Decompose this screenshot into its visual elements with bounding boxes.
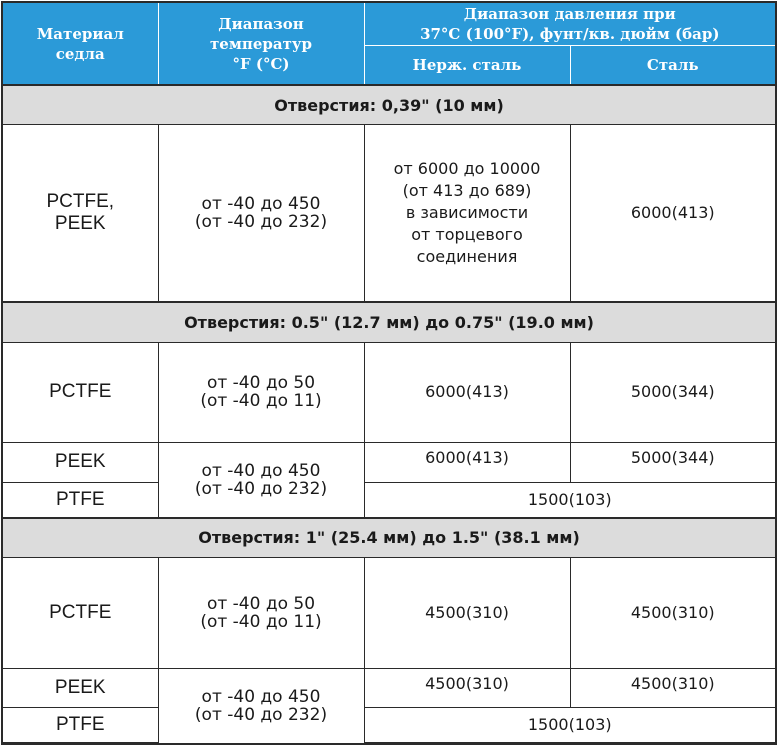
- material-cell: PTFE: [2, 708, 158, 744]
- section-title: Отверстия: 0,39" (10 мм): [2, 85, 776, 125]
- combined-pressure-cell: 1500(103): [364, 482, 776, 518]
- steel-pressure-cell: 5000(344): [570, 442, 776, 482]
- material-cell: PEEK: [2, 442, 158, 482]
- stainless-pressure-cell: 6000(413): [364, 442, 570, 482]
- material-cell: PCTFE: [2, 342, 158, 442]
- material-cell: PTFE: [2, 482, 158, 518]
- header-pressure: Диапазон давления при 37°C (100°F), фунт/кв. дюйм (бар): [364, 2, 776, 45]
- temperature-cell: от -40 до 450 (от -40 до 232): [158, 125, 364, 303]
- material-cell: PCTFE: [2, 557, 158, 668]
- steel-pressure-cell: 5000(344): [570, 342, 776, 442]
- temperature-cell: от -40 до 450 (от -40 до 232): [158, 668, 364, 743]
- steel-pressure-cell: 6000(413): [570, 125, 776, 303]
- temperature-cell: от -40 до 50 (от -40 до 11): [158, 557, 364, 668]
- section-title: Отверстия: 0.5" (12.7 мм) до 0.75" (19.0 мм): [2, 302, 776, 342]
- temperature-cell: от -40 до 50 (от -40 до 11): [158, 342, 364, 442]
- material-cell: PEEK: [2, 668, 158, 708]
- section-title: Отверстия: 1" (25.4 мм) до 1.5" (38.1 мм): [2, 518, 776, 558]
- steel-pressure-cell: 4500(310): [570, 668, 776, 708]
- header-temperature: Диапазон температур °F (°C): [158, 2, 364, 85]
- steel-pressure-cell: 4500(310): [570, 557, 776, 668]
- stainless-pressure-cell: 4500(310): [364, 557, 570, 668]
- header-material: Материал седла: [2, 2, 158, 85]
- combined-pressure-cell: 1500(103): [364, 708, 776, 744]
- temperature-cell: от -40 до 450 (от -40 до 232): [158, 442, 364, 517]
- header-stainless-steel: Нерж. сталь: [364, 45, 570, 85]
- stainless-pressure-cell: от 6000 до 10000 (от 413 до 689) в зависимости от торцевого соединения: [364, 125, 570, 303]
- header-steel: Сталь: [570, 45, 776, 85]
- stainless-pressure-cell: 4500(310): [364, 668, 570, 708]
- pressure-temperature-table: [1, 1, 777, 745]
- material-cell: PCTFE, PEEK: [2, 125, 158, 303]
- stainless-pressure-cell: 6000(413): [364, 342, 570, 442]
